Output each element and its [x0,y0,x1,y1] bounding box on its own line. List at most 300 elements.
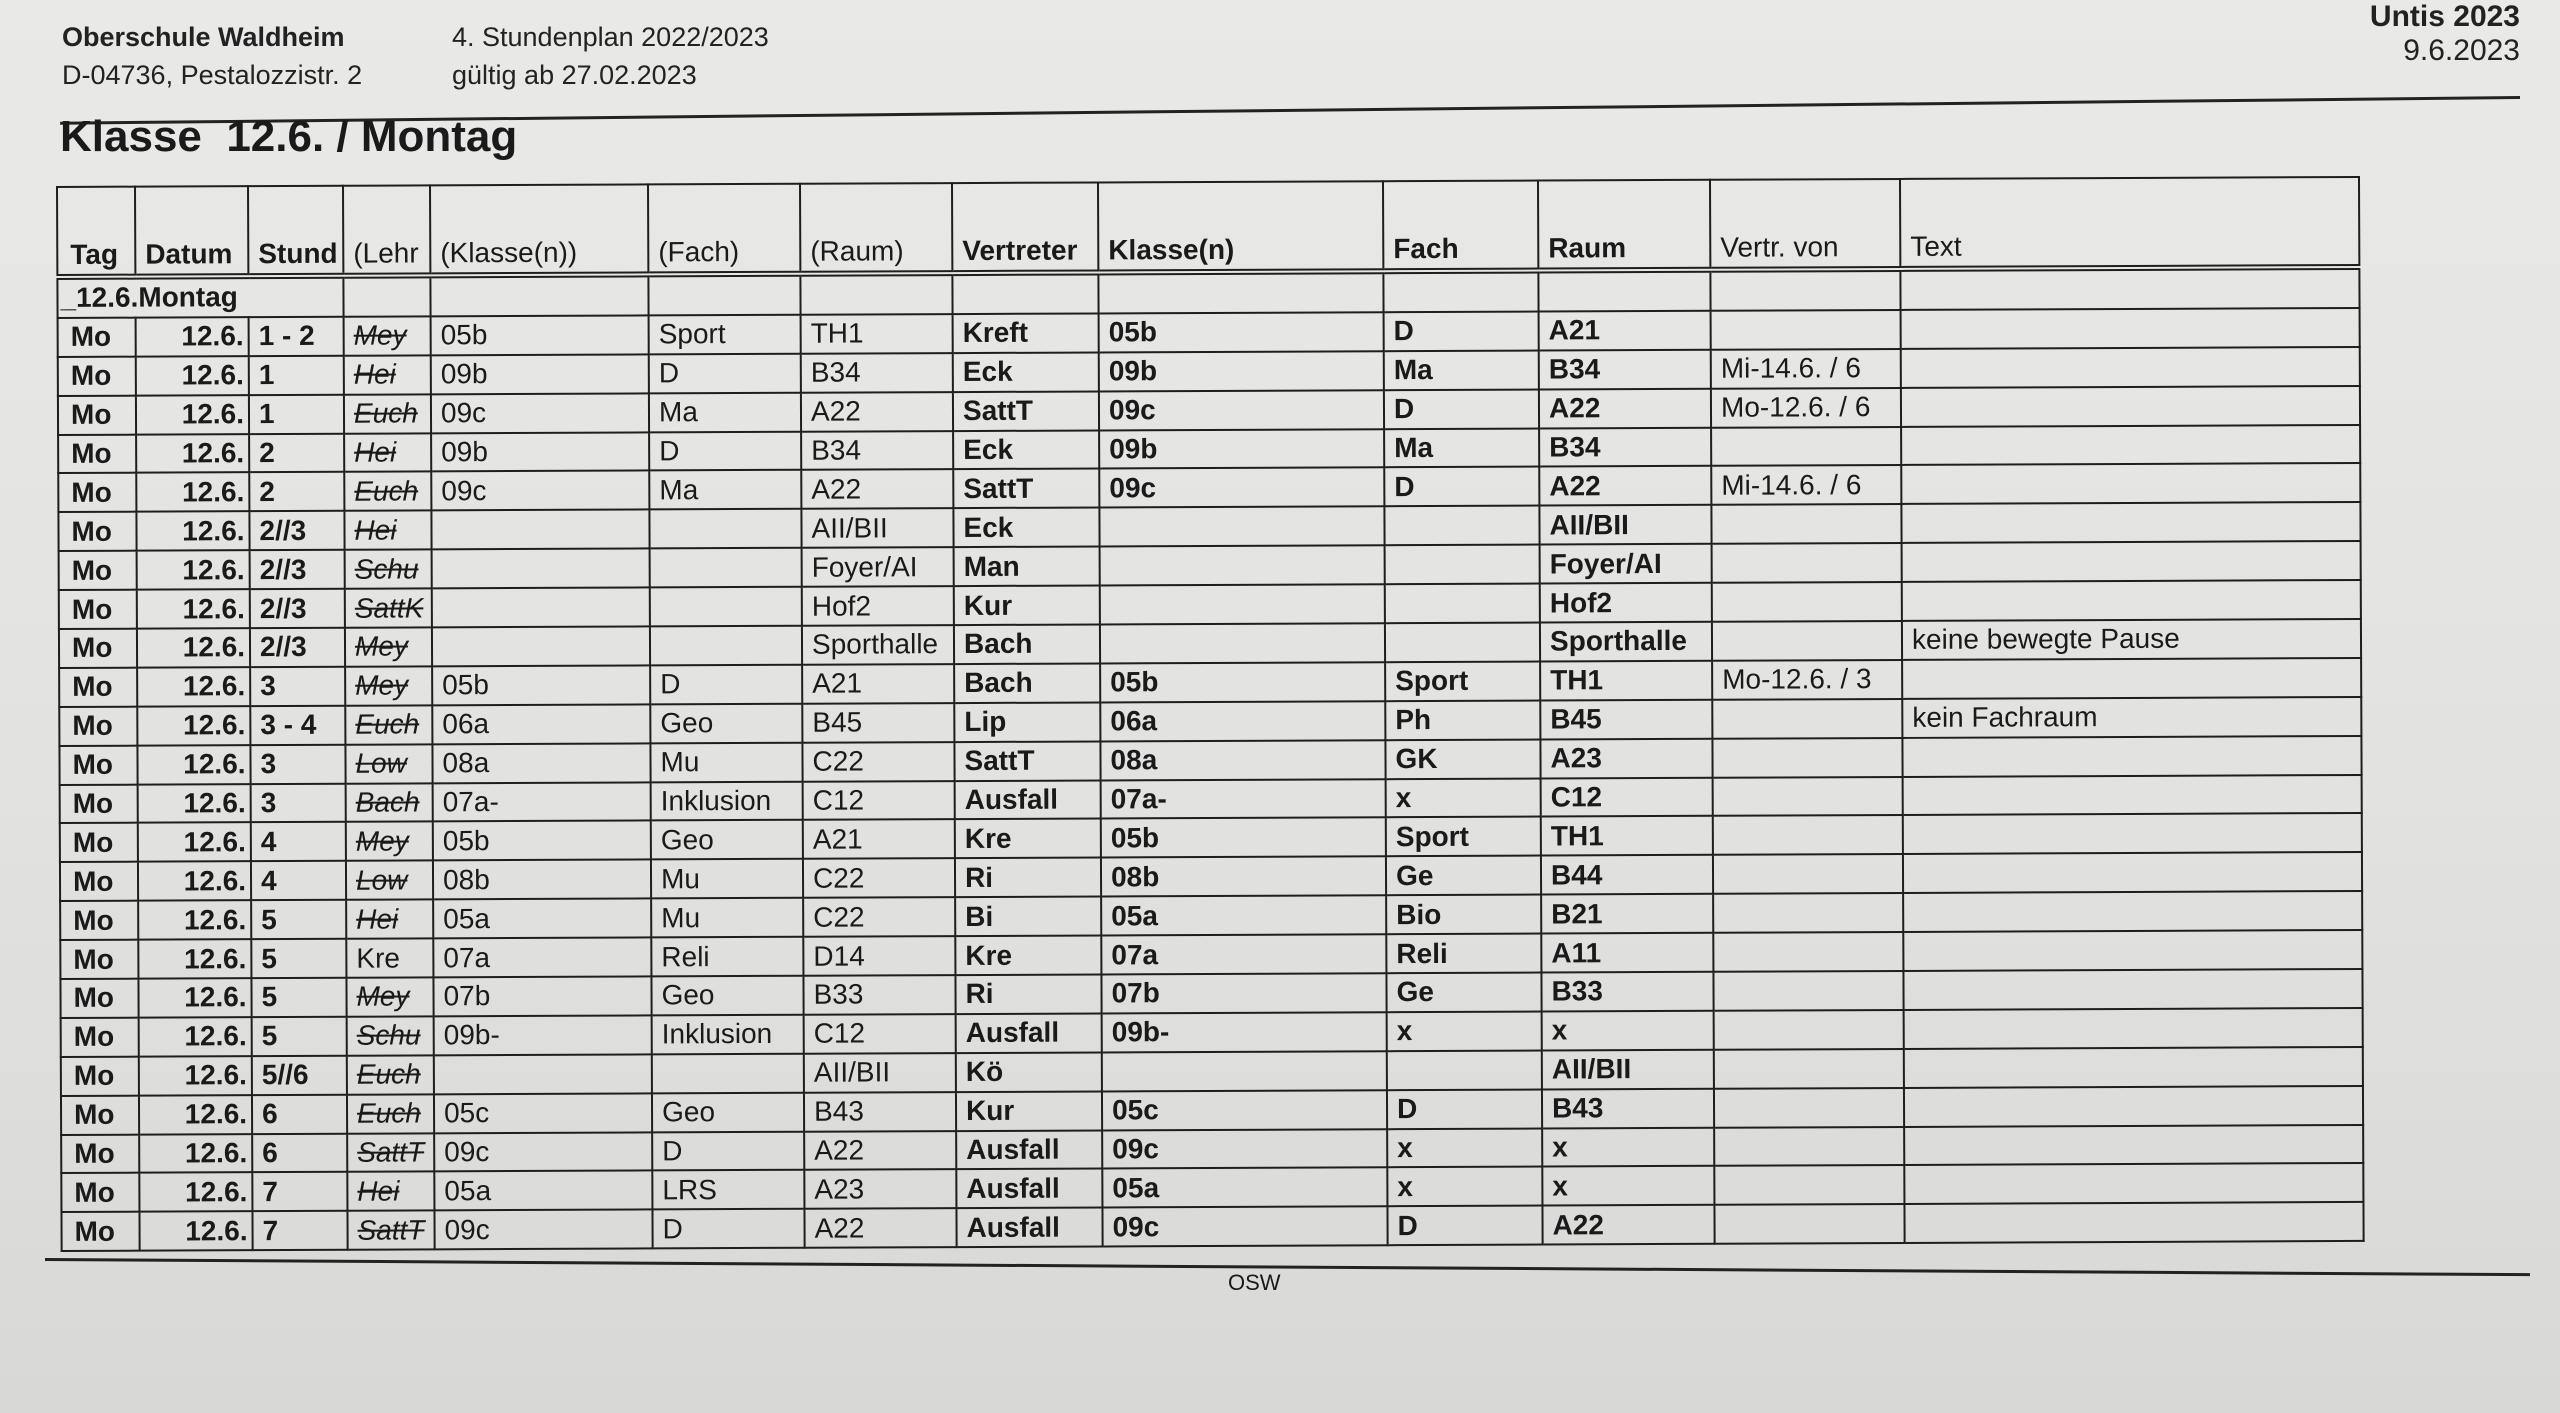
cell-raum: AII/BII [1539,505,1711,545]
cell-fach-orig: D [652,1209,804,1249]
cell-vertr-von: Mi-14.6. / 6 [1711,349,1901,389]
teacher-name: Hei [354,514,397,546]
cell-text [1902,736,2361,777]
cell-lehrer [346,900,433,939]
cell-stunde: 5 [251,939,346,978]
cell-klasse-orig: 07a [433,938,651,978]
teacher-name: SattK [354,591,424,624]
cell-klasse: 08a [1100,740,1385,780]
cell-raum-orig: Sporthalle [802,625,954,665]
cell-raum-orig: B34 [801,431,953,471]
cell-datum: 12.6. [138,978,251,1017]
teacher-name: Hei [357,1175,400,1207]
cell-fach-orig [649,509,801,549]
cell-stunde: 3 [250,667,345,706]
cell-klasse: 08b [1101,857,1386,897]
cell-fach-orig: Ma [649,470,801,510]
cell-fach-orig: Inklusion [651,781,803,821]
cell-text [1904,1125,2363,1166]
cell-raum-orig: A21 [802,664,954,704]
cell-stunde: 5 [251,978,346,1017]
cell-tag: Mo [59,706,137,745]
cell-vertr-von [1714,1165,1904,1205]
cell-fach: Ge [1386,856,1541,896]
cell-klasse-orig: 05a [434,1171,652,1211]
cell-raum-orig: C22 [803,858,955,898]
col-klasse-orig: (Klasse(n)) [430,184,648,275]
cell-klasse-orig [432,588,650,628]
cell-tag: Mo [58,473,136,512]
col-fach: Fach [1383,181,1538,272]
cell-klasse: 07a [1101,934,1386,974]
cell-klasse-orig [434,1054,652,1094]
cell-klasse-orig: 05c [434,1093,652,1133]
cell-datum: 12.6. [139,1056,252,1095]
cell-text [1903,813,2362,854]
cell-lehrer [345,550,432,589]
cell-raum: x [1542,1011,1714,1051]
cell-stunde: 1 - 2 [249,317,344,356]
cell-klasse-orig: 09c [431,471,649,511]
cell-stunde: 5//6 [252,1056,347,1095]
cell-raum-orig: AII/BII [804,1053,956,1093]
cell-fach-orig [650,626,802,666]
cell-text [1904,1008,2363,1049]
teacher-name: Euch [355,708,420,740]
cell-klasse-orig: 05b [431,315,649,355]
cell-fach-orig: Geo [652,1092,804,1132]
teacher-name: Low [355,864,408,896]
cell-raum-orig: A23 [804,1170,956,1210]
teacher-name: SattT [357,1136,425,1168]
cell-vertr-von [1712,738,1902,778]
cell-fach-orig [652,1054,804,1094]
cell-klasse: 05b [1101,818,1386,858]
cell-klasse: 09c [1102,1129,1387,1169]
cell-raum: x [1542,1127,1714,1167]
cell-fach: Ge [1386,973,1541,1013]
cell-raum: A22 [1542,1205,1714,1245]
cell-stunde: 5 [252,1017,347,1056]
cell-vertreter: Ri [955,974,1101,1014]
cell-datum: 12.6. [136,473,249,512]
cell-klasse: 06a [1100,701,1385,741]
cell-vertreter: SattT [953,469,1099,509]
cell-klasse [1099,507,1384,547]
cell-fach-orig: D [649,431,801,471]
cell-stunde: 5 [251,900,346,939]
cell-stunde: 2//3 [250,628,345,667]
cell-raum: A23 [1540,738,1712,778]
print-date: 9.6.2023 [2403,34,2520,67]
cell-stunde: 6 [252,1094,347,1133]
cell-raum: A22 [1539,466,1711,506]
cell-fach-orig: Geo [650,704,802,744]
cell-vertreter: Ausfall [956,1208,1102,1248]
cell-tag: Mo [59,590,137,629]
cell-lehrer [344,394,431,433]
cell-vertr-von: Mo-12.6. / 3 [1712,660,1902,700]
cell-stunde: 4 [251,822,346,861]
cell-klasse: 09b [1099,429,1384,469]
cell-klasse-orig [432,549,650,589]
cell-raum-orig: C12 [803,781,955,821]
cell-raum-orig: B43 [804,1092,956,1132]
cell-fach: D [1384,467,1539,507]
cell-datum: 12.6. [136,395,249,434]
teacher-name: Mey [355,669,409,702]
cell-klasse [1100,623,1385,663]
cell-text: keine bewegte Pause [1902,619,2361,660]
cell-vertr-von [1713,932,1903,972]
cell-lehrer [345,744,432,783]
cell-klasse: 05b [1100,662,1385,702]
cell-datum: 12.6. [138,900,251,939]
cell-klasse: 07b [1101,973,1386,1013]
cell-datum: 12.6. [139,1017,252,1056]
teacher-name: Hei [356,903,399,935]
cell-vertr-von [1712,699,1902,739]
cell-klasse: 09c [1099,468,1384,508]
cell-fach: x [1387,1167,1542,1207]
substitution-table [56,176,2365,1252]
cell-fach-orig [650,548,802,588]
cell-klasse: 07a- [1101,779,1386,819]
school-address: D-04736, Pestalozzistr. 2 [62,60,363,90]
cell-tag: Mo [60,823,138,862]
cell-fach: D [1387,1206,1542,1246]
cell-datum: 12.6. [139,1173,252,1212]
cell-lehrer [344,472,431,511]
cell-fach [1387,1050,1542,1090]
cell-lehrer [347,1211,434,1250]
cell-tag: Mo [58,356,136,395]
cell-stunde: 4 [251,861,346,900]
col-vertreter: Vertreter [952,182,1098,273]
cell-stunde: 2//3 [249,511,344,550]
cell-text [1904,1202,2363,1243]
cell-klasse-orig [431,510,649,550]
cell-fach-orig: Mu [650,742,802,782]
cell-datum: 12.6. [137,706,250,745]
cell-klasse: 05b [1099,312,1384,352]
cell-klasse: 09b- [1102,1012,1387,1052]
cell-tag: Mo [60,901,138,940]
cell-vertr-von [1712,543,1902,583]
cell-klasse [1100,584,1385,624]
cell-lehrer [344,355,431,394]
cell-text [1901,386,2360,427]
cell-datum: 12.6. [136,317,249,356]
group-label: _12.6.Montag [57,276,343,318]
cell-tag: Mo [58,434,136,473]
cell-text [1903,891,2362,932]
cell-lehrer [345,627,432,666]
cell-klasse-orig: 07b [433,976,651,1016]
cell-klasse-orig: 08a [432,743,650,783]
cell-vertr-von [1714,1049,1904,1089]
cell-lehrer [346,939,433,978]
cell-vertr-von [1711,310,1901,350]
cell-fach-orig: Sport [649,315,801,355]
cell-datum: 12.6. [136,512,249,551]
cell-datum: 12.6. [138,939,251,978]
cell-vertr-von [1714,1010,1904,1050]
cell-vertr-von [1713,854,1903,894]
cell-lehrer [347,1094,434,1133]
cell-vertreter: SattT [954,741,1100,781]
cell-lehrer [346,822,433,861]
footer-label: OSW [1228,1270,1281,1295]
cell-raum-orig: C22 [802,742,954,782]
cell-fach-orig: Geo [651,820,803,860]
cell-text: kein Fachraum [1902,697,2361,738]
cell-raum-orig: AII/BII [801,508,953,548]
table-header-row [57,177,2359,277]
cell-raum: B43 [1542,1088,1714,1128]
cell-raum: B34 [1539,427,1711,467]
cell-stunde: 1 [249,356,344,395]
cell-vertreter: Ausfall [956,1130,1102,1170]
cell-raum-orig: C12 [804,1014,956,1054]
cell-raum: AII/BII [1542,1050,1714,1090]
valid-from: gültig ab 27.02.2023 [452,60,697,90]
cell-text [1904,1163,2363,1204]
teacher-name: Mey [355,825,409,857]
cell-vertreter: Kur [956,1091,1102,1131]
cell-fach-orig: Geo [651,976,803,1016]
software-name: Untis 2023 [2369,0,2520,33]
cell-vertr-von [1711,504,1901,544]
cell-vertreter: Bach [954,663,1100,703]
cell-vertr-von: Mo-12.6. / 6 [1711,388,1901,428]
cell-raum-orig: Foyer/AI [802,547,954,587]
teacher-name: Euch [353,397,418,429]
cell-vertr-von [1712,621,1902,661]
teacher-name: Hei [354,436,397,468]
col-lehrer: (Lehr [343,185,430,275]
cell-raum: A11 [1541,933,1713,973]
cell-vertreter: Bi [955,897,1101,937]
cell-fach: Reli [1386,934,1541,974]
cell-lehrer [347,1016,434,1055]
cell-vertr-von [1714,1127,1904,1167]
cell-stunde: 3 - 4 [250,706,345,745]
cell-vertreter: Eck [953,508,1099,548]
cell-datum: 12.6. [139,1212,252,1251]
cell-stunde: 2//3 [250,550,345,589]
cell-klasse: 05c [1102,1090,1387,1130]
cell-raum: A21 [1539,311,1711,351]
cell-fach: x [1386,778,1541,818]
cell-fach: D [1384,311,1539,351]
cell-tag: Mo [61,1018,139,1057]
teacher-name: Hei [353,358,396,390]
cell-vertreter: Eck [953,352,1099,392]
cell-text [1903,930,2362,971]
cell-klasse [1102,1051,1387,1091]
cell-datum: 12.6. [138,784,251,823]
cell-lehrer [347,1133,434,1172]
cell-stunde: 2//3 [250,589,345,628]
cell-raum: C12 [1541,777,1713,817]
cell-raum-orig: C22 [803,897,955,937]
cell-raum: B33 [1541,972,1713,1012]
cell-fach-orig: LRS [652,1170,804,1210]
cell-fach: GK [1385,739,1540,779]
col-datum: Datum [135,186,248,276]
cell-raum-orig: A22 [801,392,953,432]
cell-vertreter: Kö [956,1052,1102,1092]
cell-tag: Mo [61,1173,139,1212]
cell-tag: Mo [58,512,136,551]
cell-raum-orig: D14 [803,936,955,976]
cell-text [1904,1086,2363,1127]
col-fach-orig: (Fach) [648,184,800,275]
cell-fach: x [1387,1128,1542,1168]
cell-fach-orig: D [652,1131,804,1171]
cell-datum: 12.6. [138,823,251,862]
teacher-name: Kre [356,942,401,974]
cell-klasse-orig: 05a [433,899,651,939]
cell-tag: Mo [60,862,138,901]
cell-vertreter: Eck [953,430,1099,470]
cell-klasse-orig: 09b- [434,1015,652,1055]
cell-stunde: 6 [252,1133,347,1172]
cell-fach: D [1384,389,1539,429]
cell-klasse-orig: 06a [432,704,650,744]
cell-stunde: 2 [249,472,344,511]
cell-text [1903,775,2362,816]
cell-vertr-von [1713,893,1903,933]
cell-datum: 12.6. [137,745,250,784]
teacher-name: Euch [354,475,419,507]
cell-raum: A22 [1539,388,1711,428]
cell-raum-orig: A21 [803,820,955,860]
cell-stunde: 2 [249,433,344,472]
cell-tag: Mo [59,551,137,590]
cell-vertreter: Man [954,547,1100,587]
cell-fach: D [1387,1089,1542,1129]
teacher-name: SattT [357,1214,425,1246]
cell-vertreter: Kur [954,586,1100,626]
cell-klasse-orig: 09b [431,432,649,472]
cell-text [1901,463,2360,504]
cell-lehrer [345,588,432,627]
cell-raum: TH1 [1541,816,1713,856]
cell-fach [1385,623,1540,663]
teacher-name: Mey [356,980,410,1013]
cell-text [1903,852,2362,893]
cell-fach-orig: Mu [651,859,803,899]
cell-fach-orig: Mu [651,898,803,938]
cell-klasse: 09b [1099,351,1384,391]
cell-klasse: 09c [1102,1207,1387,1247]
school-name: Oberschule Waldheim [62,22,345,52]
cell-fach: Bio [1386,895,1541,935]
col-raum: Raum [1538,180,1710,271]
cell-klasse-orig: 09b [431,354,649,394]
cell-raum-orig: A22 [804,1131,956,1171]
cell-lehrer [347,1172,434,1211]
cell-raum-orig: B34 [801,353,953,393]
teacher-name: Bach [355,786,420,818]
cell-text [1904,1047,2363,1088]
cell-fach [1384,506,1539,546]
cell-text [1901,347,2360,388]
cell-lehrer [346,861,433,900]
cell-tag: Mo [60,784,138,823]
cell-klasse: 09c [1099,390,1384,430]
cell-fach: x [1387,1011,1542,1051]
cell-datum: 12.6. [137,628,250,667]
cell-vertr-von [1713,971,1903,1011]
cell-datum: 12.6. [139,1095,252,1134]
cell-raum-orig: B33 [803,975,955,1015]
cell-fach: Ma [1384,428,1539,468]
cell-tag: Mo [59,668,137,707]
cell-fach [1385,584,1540,624]
teacher-name: Schu [356,1019,421,1052]
cell-raum-orig: TH1 [801,314,953,354]
cell-klasse-orig: 09c [431,393,649,433]
teacher-name: Euch [356,1097,421,1129]
cell-stunde: 7 [252,1211,347,1250]
col-stunde: Stund [248,186,343,276]
cell-fach-orig: D [650,665,802,705]
teacher-name: Mey [354,630,408,663]
cell-fach-orig: Inklusion [652,1015,804,1055]
cell-datum: 12.6. [136,434,249,473]
col-klasse: Klasse(n) [1098,181,1383,272]
cell-klasse-orig: 09c [434,1132,652,1172]
cell-vertr-von [1713,777,1903,817]
teacher-name: Euch [356,1058,421,1090]
cell-tag: Mo [60,979,138,1018]
cell-fach-orig: D [649,354,801,394]
cell-vertr-von [1714,1204,1904,1244]
cell-vertr-von [1714,1088,1904,1128]
cell-fach-orig: Ma [649,392,801,432]
cell-lehrer [346,783,433,822]
cell-datum: 12.6. [137,550,250,589]
cell-datum: 12.6. [137,589,250,628]
plan-name: 4. Stundenplan 2022/2023 [452,22,769,52]
cell-vertreter: Bach [954,624,1100,664]
cell-raum-orig: Hof2 [802,586,954,626]
cell-stunde: 3 [251,783,346,822]
cell-lehrer [347,1055,434,1094]
cell-klasse-orig: 05b [433,821,651,861]
col-text: Text [1900,177,2359,269]
cell-fach: Ma [1384,350,1539,390]
cell-raum: x [1542,1166,1714,1206]
cell-klasse-orig: 07a- [433,782,651,822]
cell-fach: Ph [1385,700,1540,740]
cell-text [1902,541,2361,582]
cell-raum: Sporthalle [1540,622,1712,662]
cell-fach: Sport [1385,661,1540,701]
cell-raum-orig: B45 [802,703,954,743]
cell-text [1902,580,2361,621]
cell-tag: Mo [58,318,136,357]
cell-vertr-von [1711,427,1901,467]
cell-vertreter: Ausfall [956,1169,1102,1209]
cell-stunde: 7 [252,1172,347,1211]
cell-raum: Hof2 [1540,583,1712,623]
cell-lehrer [346,977,433,1016]
cell-raum: Foyer/AI [1540,544,1712,584]
